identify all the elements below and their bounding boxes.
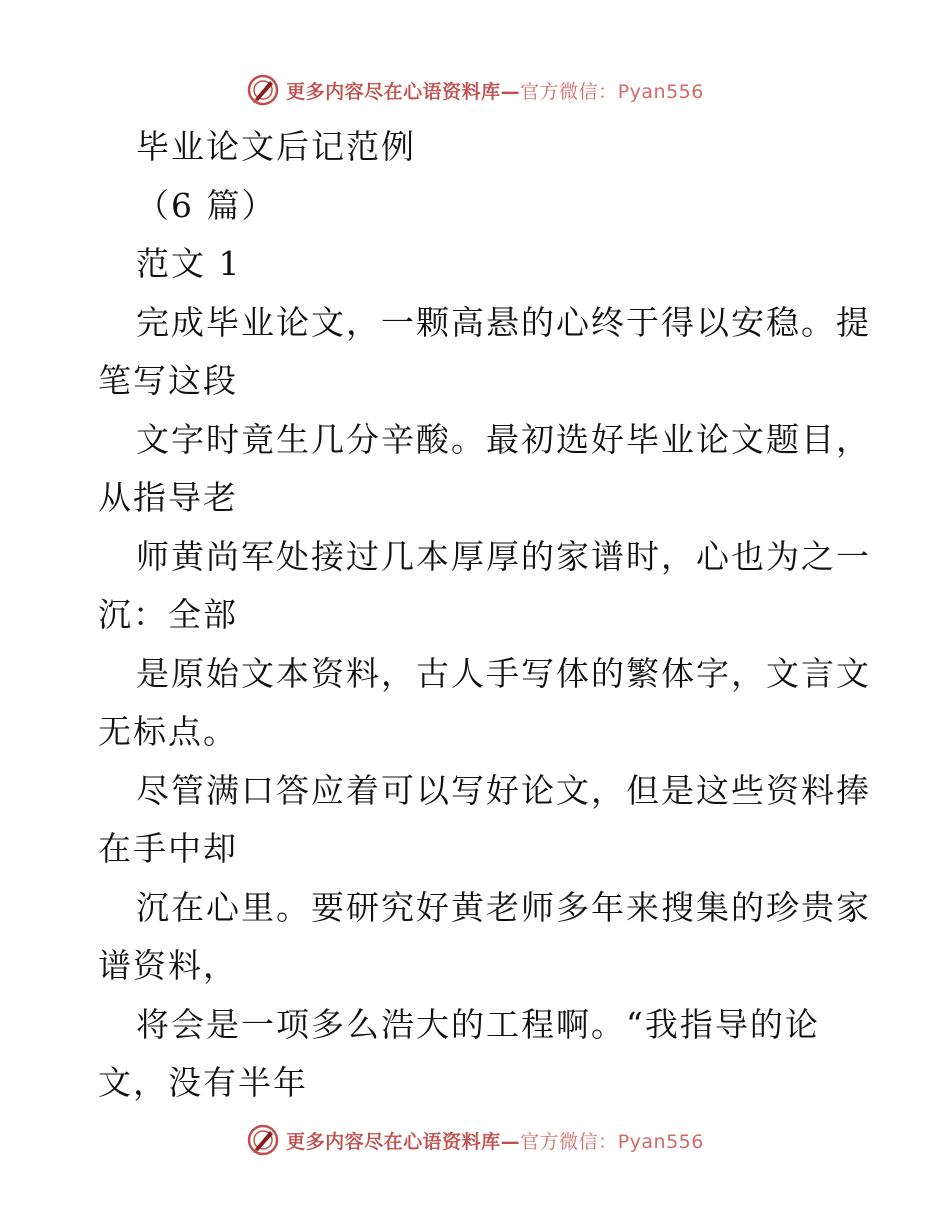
- text-line: 无标点。: [98, 712, 238, 751]
- text-line: 师黄尚军处接过几本厚厚的家谱时，心也为之一: [136, 536, 871, 576]
- watermark-content: [246, 1123, 704, 1157]
- watermark-wechat-label: 官方微信：: [520, 1130, 618, 1153]
- text-line: （6 篇）: [136, 185, 277, 225]
- text-line: 谱资料，: [98, 946, 238, 985]
- text-line: 从指导老: [98, 478, 238, 517]
- document-body: [98, 118, 871, 1113]
- text-line: 沉在心里。要研究好黄老师多年来搜集的珍贵家: [136, 887, 871, 927]
- watermark-content: [246, 73, 704, 107]
- watermark-wechat-label: 官方微信：: [520, 80, 618, 103]
- header-watermark: [0, 70, 950, 110]
- pen-logo-icon: [246, 73, 280, 107]
- text-line: 文，没有半年: [98, 1063, 308, 1102]
- watermark-wechat-id: Pyan556: [617, 1130, 704, 1153]
- watermark-main-text: 更多内容尽在心语资料库: [286, 80, 501, 103]
- footer-watermark: [0, 1120, 950, 1160]
- watermark-text: [286, 77, 704, 104]
- text-line: 将会是一项多么浩大的工程啊。“我指导的论: [136, 1004, 820, 1044]
- watermark-main-text: 更多内容尽在心语资料库: [286, 1130, 501, 1153]
- text-line: 在手中却: [98, 829, 238, 868]
- watermark-dash: —: [500, 80, 521, 103]
- pen-logo-icon: [246, 1123, 280, 1157]
- text-line: 笔写这段: [98, 361, 238, 400]
- text-line: 范文 1: [136, 244, 242, 283]
- text-line: 尽管满口答应着可以写好论文，但是这些资料捧: [136, 770, 871, 810]
- text-line: 是原始文本资料，古人手写体的繁体字，文言文: [136, 653, 871, 693]
- text-line: 沉：全部: [98, 595, 238, 634]
- watermark-text: [286, 1127, 704, 1154]
- watermark-dash: —: [500, 1130, 521, 1153]
- text-line: 完成毕业论文，一颗高悬的心终于得以安稳。提: [136, 302, 871, 342]
- watermark-wechat-id: Pyan556: [617, 80, 704, 103]
- document-title: 毕业论文后记范例: [136, 127, 416, 166]
- text-line: 文字时竟生几分辛酸。最初选好毕业论文题目，: [136, 419, 871, 459]
